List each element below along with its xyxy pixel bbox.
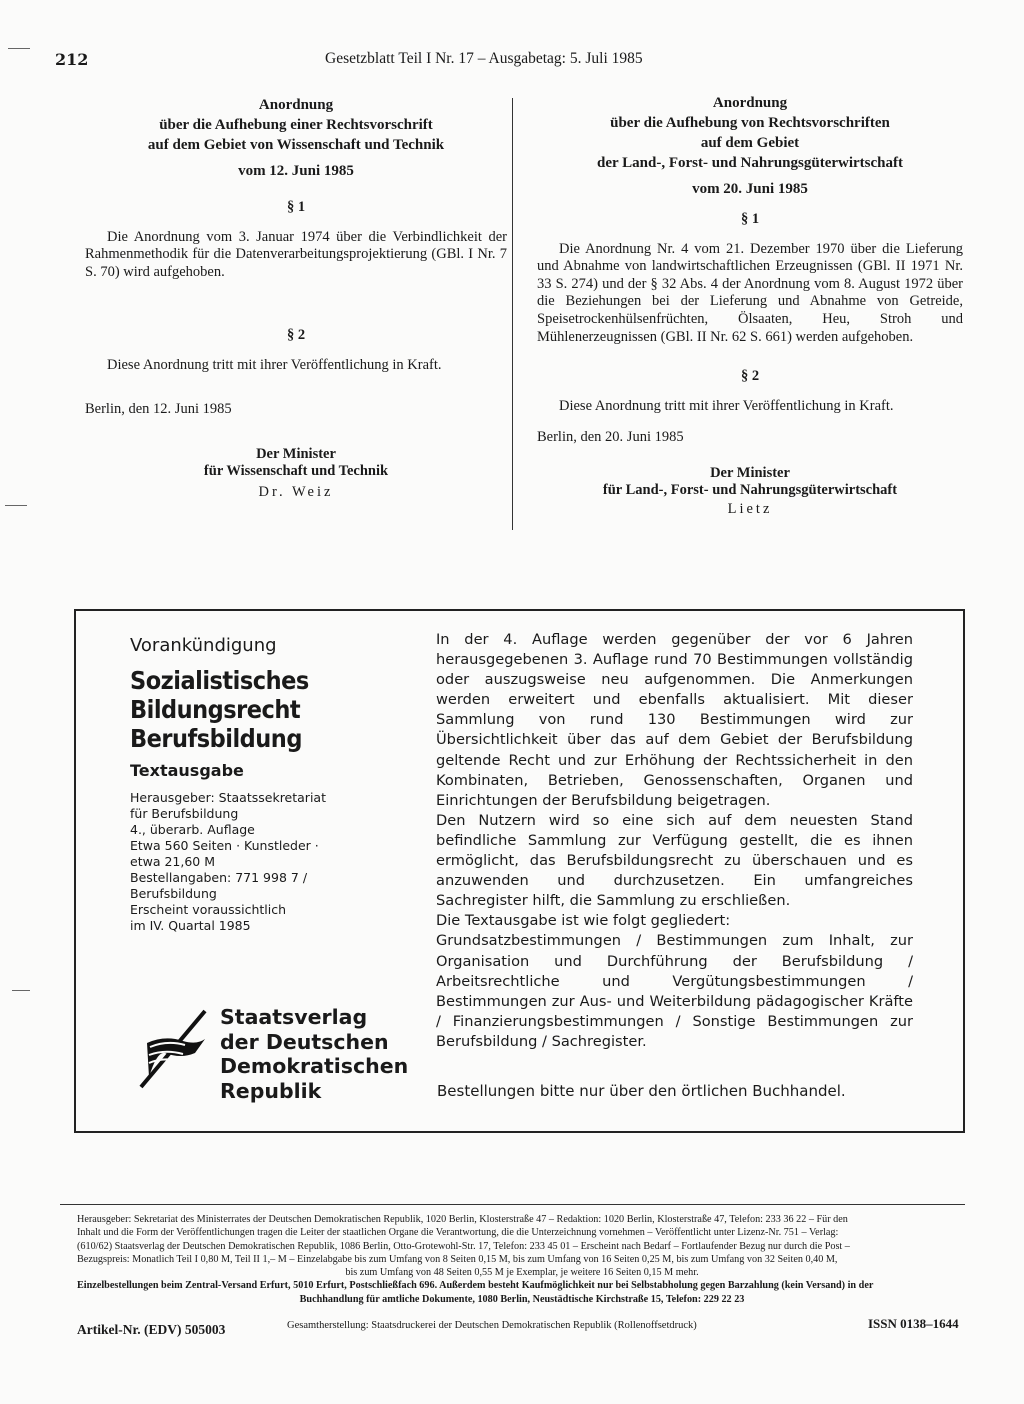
left-signature xyxy=(85,446,507,501)
right-order-title-line3: der Land-, Forst- und Nahrungsgüterwirtschaft xyxy=(597,155,903,171)
publisher-line4: Republik xyxy=(220,1078,322,1103)
imprint-line: (610/62) Staatsverlag der Deutschen Demokratischen Republik, 1086 Berlin, Otto-Grotewohl-Str. 17, Telefon: 233 45 01 – Erscheint nach Bedarf – Fortlaufender Bezug nur durch die Post – xyxy=(77,1240,850,1252)
right-place-date: Berlin, den 20. Juni 1985 xyxy=(537,429,684,446)
imprint xyxy=(77,1213,967,1306)
advert-detail-line: Bestellangaben: 771 998 7 / xyxy=(130,870,308,885)
publisher-line3: Demokratischen xyxy=(220,1054,409,1078)
right-signature xyxy=(537,465,963,518)
footer-rule xyxy=(60,1204,965,1205)
right-signer-name: Lietz xyxy=(727,500,773,517)
margin-mark xyxy=(8,48,30,49)
left-order-title-line2: auf dem Gebiet von Wissenschaft und Technik xyxy=(147,137,445,153)
advert-subtitle: Textausgabe xyxy=(130,761,244,780)
left-sec2-label: § 2 xyxy=(286,327,306,344)
advert-detail-line: Erscheint voraussichtlich xyxy=(130,902,287,917)
imprint-line-bold: Buchhandlung für amtliche Dokumente, 1080 Berlin, Neustädtische Kirchstraße 15, Telefon: 229 22 23 xyxy=(299,1293,745,1305)
advert-detail-line: etwa 21,60 M xyxy=(130,854,215,869)
advert-detail-line: Herausgeber: Staatssekretariat xyxy=(130,790,326,805)
left-place-date: Berlin, den 12. Juni 1985 xyxy=(85,400,232,417)
advert-left-column xyxy=(130,635,410,934)
left-order xyxy=(85,95,507,501)
column-divider xyxy=(512,98,513,530)
left-signer-title1: Der Minister xyxy=(256,446,336,463)
left-signer-name: Dr. Weiz xyxy=(258,484,334,501)
left-sec2-text: Diese Anordnung tritt mit ihrer Veröffentlichung in Kraft. xyxy=(107,356,442,373)
right-order-date: vom 20. Juni 1985 xyxy=(692,181,808,197)
margin-mark xyxy=(12,990,30,991)
advert-details xyxy=(130,790,410,934)
right-order-heading: Anordnung xyxy=(712,95,788,111)
imprint-line: Inhalt und die Form der Veröffentlichungen tragen die Leiter der staatlichen Organe die Verantwortung, die die Unterzeichnung vornehmen – Veröffentlicht unter Lizenz-Nr. 751 – Verlag: xyxy=(77,1227,839,1239)
left-order-heading: Anordnung xyxy=(258,97,334,113)
imprint-line: bis zum Umfang von 48 Seiten 0,55 M je Exemplar, je weitere 16 Seiten 0,15 M mehr. xyxy=(345,1267,699,1279)
imprint-line: Bezugspreis: Monatlich Teil I 0,80 M, Teil II 1,– M – Einzelabgabe bis zum Umfang von 8 Seiten 0,15 M, bis zum Umfang von 16 Seiten 0,25 M, bis zum Umfang von 32 Seiten 0,40 M, xyxy=(77,1253,838,1265)
advert-detail-line: für Berufsbildung xyxy=(130,806,239,821)
advert-detail-line: Etwa 560 Seiten · Kunstleder · xyxy=(130,838,319,853)
left-signer-title2: für Wissenschaft und Technik xyxy=(203,463,389,480)
publisher-block xyxy=(135,1005,425,1105)
article-number: Artikel-Nr. (EDV) 505003 xyxy=(77,1322,226,1337)
imprint-line-bold: Einzelbestellungen beim Zentral-Versand Erfurt, 5010 Erfurt, Postschließfach 696. Außerdem besteht Kaufmöglichkeit nur bei Selbstabholung gegen Barzahlung (kein Versand) in der xyxy=(77,1280,874,1292)
advert-para4: Grundsatzbestimmungen / Bestimmungen zum Inhalt, zur Organisation und Durchführung der Berufsbildung / Arbeitsrechtliche und Vergütungsbestimmungen / Bestimmungen zur Aus- und Weiterbildung pädagogischer Kräfte / Finanzierungsbestimmungen / Sonstige Bestimmungen zur Berufsbildung / Sachregister. xyxy=(436,932,913,1050)
advert-book-title xyxy=(130,666,410,753)
right-order xyxy=(537,93,963,518)
advert-para2: Den Nutzern wird so eine sich auf dem neuesten Stand befindliche Sammlung zur Verfügung gestellt, die es ihnen ermöglicht, das Berufsbildungsrecht zu überschauen und es anzuwenden und durchzusetzen. Ein umfangreiches Sachregister hilft, die Sammlung zu erschließen. xyxy=(436,811,913,910)
left-sec1-label: § 1 xyxy=(286,199,306,215)
advert-para1: In der 4. Auflage werden gegenüber der vor 6 Jahren herausgegebenen 3. Auflage rund 70 Bestimmungen vollständig oder auszugsweise neu aufgenommen. Die Anmerkungen werden erweitert und ebenfalls aktualisiert. Mit dieser Sammlung von rund 130 Bestimmungen wird zur Übersichtlichkeit über das auf dem Gebiet der Berufsbildung geltende Recht und zur Erhöhung der Rechtssicherheit in den Kombinaten, Betrieben, Genossenschaften, Organen und Einrichtungen der Berufsbildung beigetragen. xyxy=(436,631,913,809)
right-signer-title2: für Land-, Forst- und Nahrungsgüterwirtschaft xyxy=(602,481,898,498)
left-order-title xyxy=(85,95,507,181)
publisher-logo-icon xyxy=(135,1007,211,1093)
advert-description xyxy=(436,630,913,1052)
publisher-line2: der Deutschen xyxy=(220,1029,389,1054)
gazette-title: Gesetzblatt Teil I Nr. 17 – Ausgabetag: 5. Juli 1985 xyxy=(325,50,643,67)
advert-detail-line: im IV. Quartal 1985 xyxy=(130,918,251,933)
issn: ISSN 0138–1644 xyxy=(868,1316,959,1331)
page-number: 212 xyxy=(55,50,89,69)
advert-detail-line: 4., überarb. Auflage xyxy=(130,822,255,837)
right-order-title-line1: über die Aufhebung von Rechtsvorschriften xyxy=(610,115,890,131)
right-sec1-label: § 1 xyxy=(740,211,760,227)
margin-mark xyxy=(5,505,27,506)
advert-title-line1: Sozialistisches xyxy=(130,666,309,695)
advert-title-line2: Bildungsrecht xyxy=(130,695,301,724)
publisher-name xyxy=(220,1005,408,1103)
advert-kicker: Vorankündigung xyxy=(130,635,277,656)
right-order-title xyxy=(537,93,963,199)
right-sec2-text: Diese Anordnung tritt mit ihrer Veröffentlichung in Kraft. xyxy=(559,397,894,414)
printer-credit: Gesamtherstellung: Staatsdruckerei der Deutschen Demokratischen Republik (Rollenoffsetdruck) xyxy=(287,1320,697,1331)
left-order-title-line1: über die Aufhebung einer Rechtsvorschrift xyxy=(159,117,433,133)
advert-detail-line: Berufsbildung xyxy=(130,886,217,901)
left-sec1-text: Die Anordnung vom 3. Januar 1974 über die Verbindlichkeit der Rahmenmethodik für die Datenverarbeitungsprojektierung (GBl. I Nr. 7 S. 70) wird aufgehoben. xyxy=(85,228,507,280)
right-sec2-label: § 2 xyxy=(740,368,760,385)
right-signer-title1: Der Minister xyxy=(710,464,790,481)
right-sec1-text: Die Anordnung Nr. 4 vom 21. Dezember 1970 über die Lieferung und Abnahme von landwirtschaftlichen Erzeugnissen (GBl. II 1971 Nr. 33 S. 274) und der § 32 Abs. 4 der Anordnung vom 8. August 1972 über die Beziehungen bei der Lieferung und Abnahme von Getreide, Speisetrockenhülsenfrüchten, Ölsaaten, Heu, Stroh und Mühlenerzeugnissen (GBl. II Nr. 62 S. 661) werden aufgehoben. xyxy=(537,240,963,345)
advert-title-line3: Berufsbildung xyxy=(130,724,302,753)
advert-order-note: Bestellungen bitte nur über den örtlichen Buchhandel. xyxy=(437,1082,846,1100)
advert-para3: Die Textausgabe ist wie folgt gegliedert: xyxy=(436,912,731,930)
publisher-line1: Staatsverlag xyxy=(220,1005,368,1029)
right-order-title-line2: auf dem Gebiet xyxy=(700,135,800,151)
page-header xyxy=(55,50,705,69)
left-order-date: vom 12. Juni 1985 xyxy=(238,163,354,179)
imprint-line: Herausgeber: Sekretariat des Ministerrates der Deutschen Demokratischen Republik, 1020 Berlin, Klosterstraße 47 – Redaktion: 1020 Berlin, Klosterstraße 47, Telefon: 233 36 22 – Für den xyxy=(77,1214,848,1225)
